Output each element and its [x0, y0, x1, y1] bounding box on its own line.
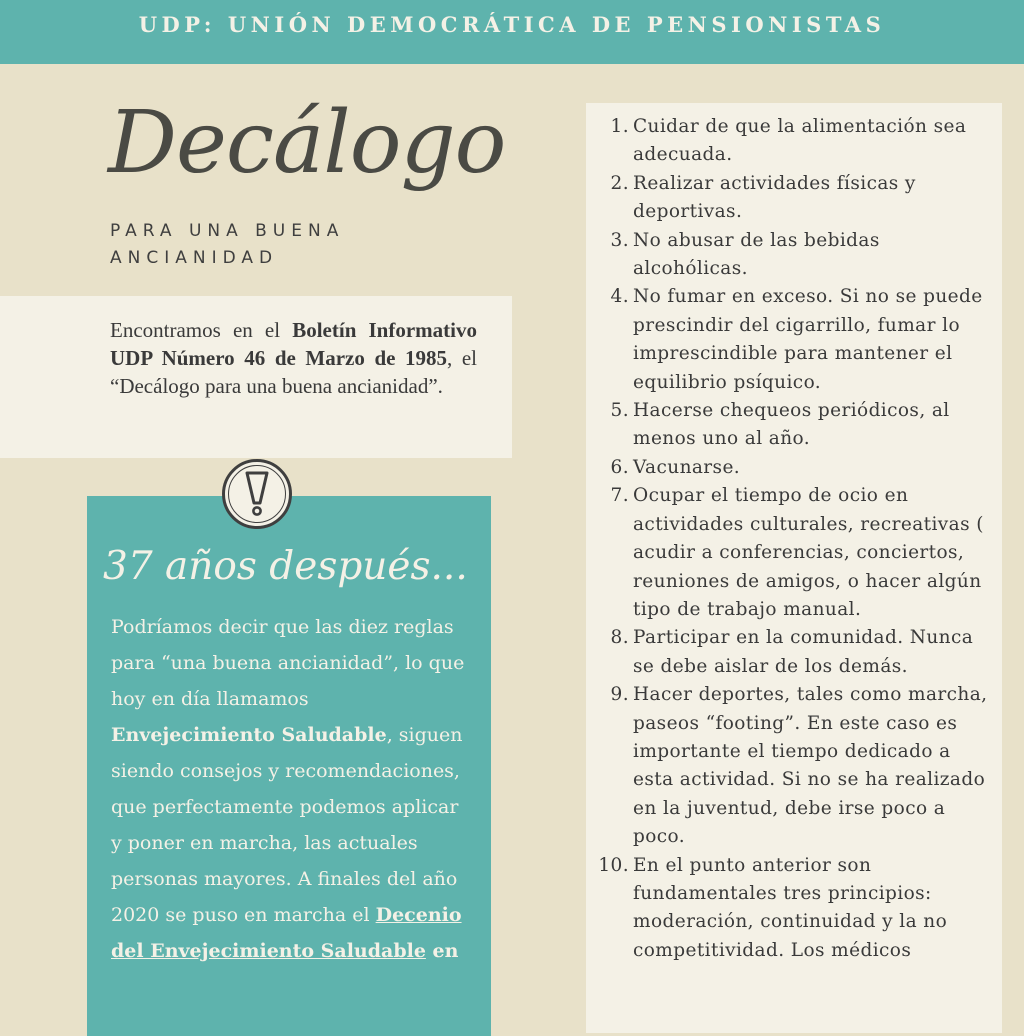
list-item-number: 7. [610, 485, 629, 507]
list-item-number: 4. [610, 286, 629, 308]
page-subtitle: PARA UNA BUENA ANCIANIDAD [110, 221, 345, 268]
list-item-number: 3. [610, 229, 629, 251]
intro-text-bold: Boletín Informativo UDP Número 46 de Marzo de 1985 [110, 318, 477, 370]
after-text-bold: Envejecimiento Saludable [111, 724, 387, 746]
list-item [586, 624, 1002, 681]
list-item [586, 482, 1002, 624]
list-item [586, 397, 1002, 454]
after-title: 37 años después... [103, 544, 468, 589]
list-item [586, 283, 1002, 397]
list-item [586, 681, 1002, 851]
after-text [111, 609, 471, 969]
list-item [586, 113, 1002, 170]
after-text-p3: en [425, 940, 459, 962]
exclamation-badge [222, 459, 292, 529]
list-item-text: No fumar en exceso. Si no se puede prescindir del cigarrillo, fumar lo imprescindible para mantener el equilibrio psíquico. [633, 286, 983, 393]
list-item-text: Participar en la comunidad. Nunca se debe aislar de los demás. [633, 627, 974, 677]
list-item [586, 170, 1002, 227]
list-item-text: Cuidar de que la alimentación sea adecuada. [633, 116, 967, 166]
header-title: UDP: UNIÓN DEMOCRÁTICA DE PENSIONISTAS [138, 11, 886, 37]
list-item-number: 9. [610, 684, 629, 706]
list-item [586, 852, 1002, 966]
after-text-p1: Podríamos decir que las diez reglas para “una buena ancianidad”, lo que hoy en día llamamos [111, 616, 465, 710]
intro-text-after: , el “Decálogo para una buena ancianidad”. [110, 346, 478, 398]
decenio-link[interactable]: Decenio del Envejecimiento Saludable [111, 904, 462, 962]
list-item-text: Hacer deportes, tales como marcha, paseos “footing”. En este caso es importante el tiempo dedicado a esta actividad. Si no se ha realizado en la juventud, debe irse poco a poco. [633, 684, 988, 848]
intro-text [110, 316, 477, 400]
decalogo-list-box [586, 103, 1002, 1033]
list-item-number: 8. [610, 627, 629, 649]
decalogo-list [586, 113, 1002, 965]
page-title: Decálogo [108, 93, 506, 193]
list-item-text: No abusar de las bebidas alcohólicas. [633, 229, 880, 280]
list-item-number: 6. [610, 456, 629, 478]
list-item-text: En el punto anterior son fundamentales tres principios: moderación, continuidad y la no competitividad. Los médicos [633, 854, 948, 961]
list-item-number: 2. [610, 172, 629, 194]
header-banner [0, 0, 1024, 64]
list-item [586, 454, 1002, 482]
list-item-text: Vacunarse. [633, 456, 741, 478]
list-item [586, 227, 1002, 284]
list-item-text: Realizar actividades físicas y deportivas. [633, 172, 916, 223]
intro-text-before: Encontramos en el [110, 318, 293, 342]
list-item-text: Hacerse chequeos periódicos, al menos uno al año. [633, 400, 950, 450]
after-text-p2: , siguen siendo consejos y recomendaciones, que perfectamente podemos aplicar y poner en marcha, las actuales personas mayores. A finales del año 2020 se puso en marcha el [111, 724, 463, 926]
list-item-number: 5. [610, 400, 629, 422]
list-item-number: 10. [598, 854, 629, 876]
after-box [87, 496, 491, 1036]
list-item-text: Ocupar el tiempo de ocio en actividades culturales, recreativas ( acudir a conferencias, conciertos, reuniones de amigos, o hacer algún tipo de trabajo manual. [633, 485, 984, 620]
intro-box [0, 296, 512, 458]
exclamation-icon [228, 465, 286, 523]
list-item-number: 1. [610, 116, 629, 137]
